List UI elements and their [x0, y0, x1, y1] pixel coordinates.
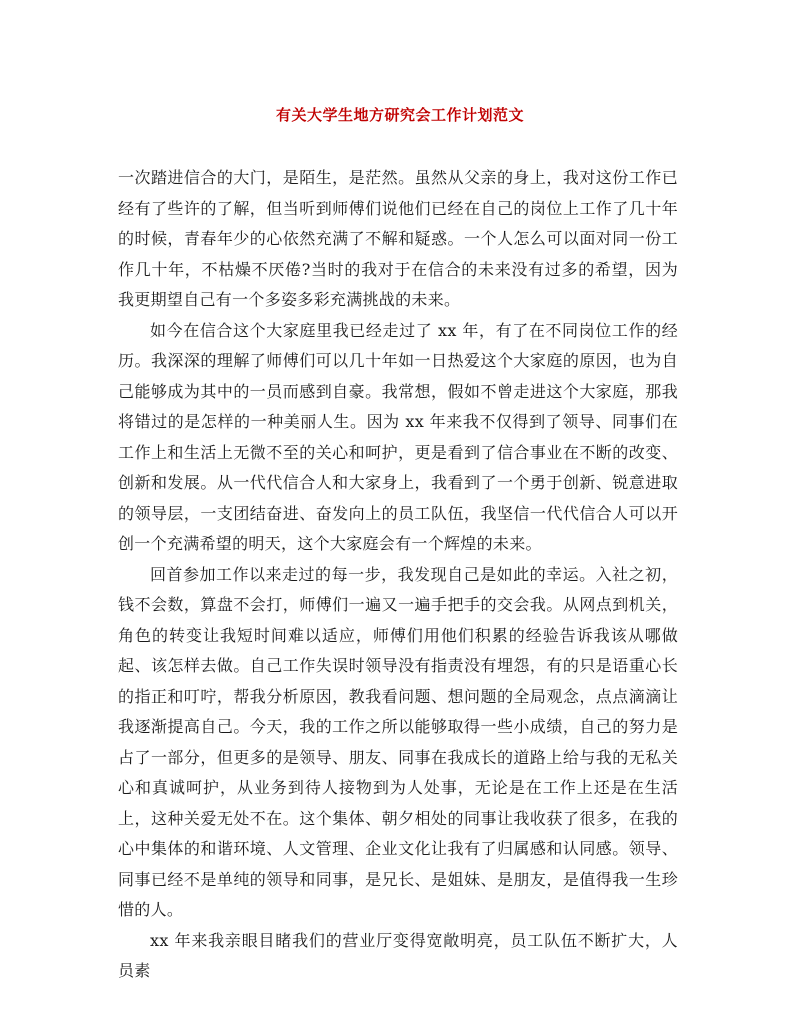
document-title: 有关大学生地方研究会工作计划范文	[275, 106, 524, 124]
paragraph-2: 如今在信合这个大家庭里我已经走过了 xx 年，有了在不同岗位工作的经历。我深深的理解了师傅们可以几十年如一日热爱这个大家庭的原因，也为自己能够成为其中的一员而感到自豪。我常想，假如不曾走进这个大家庭，那我将错过的是怎样的一种美丽人生。因为 xx 年来我不仅得到了领导、同事们在工作上和生活上无微不至的关心和呵护，更是看到了信合事业在不断的改变、创新和发展。从一代代信合人和大家身上，我看到了一个勇于创新、锐意进取的领导层，一支团结奋进、奋发向上的员工队伍，我坚信一代代信合人可以开创一个充满希望的明天，这个大家庭会有一个辉煌的未来。	[118, 320, 678, 553]
document-body	[118, 163, 678, 987]
paragraph-4: xx 年来我亲眼目睹我们的营业厅变得宽敞明亮，员工队伍不断扩大，人员素	[118, 930, 678, 980]
paragraph-3: 回首参加工作以来走过的每一步，我发现自己是如此的幸运。入社之初，钱不会数，算盘不会打，师傅们一遍又一遍手把手的交会我。从网点到机关，角色的转变让我短时间难以适应，师傅们用他们积累的经验告诉我该从哪做起、该怎样去做。自己工作失误时领导没有指责没有埋怨，有的只是语重心长的指正和叮咛，帮我分析原因，教我看问题、想问题的全局观念，点点滴滴让我逐渐提高自己。今天，我的工作之所以能够取得一些小成绩，自己的努力是占了一部分，但更多的是领导、朋友、同事在我成长的道路上给与我的无私关心和真诚呵护，从业务到待人接物到为人处事，无论是在工作上还是在生活上，这种关爱无处不在。这个集体、朝夕相处的同事让我收获了很多，在我的心中集体的和谐环境、人文管理、企业文化让我有了归属感和认同感。领导、同事已经不是单纯的领导和同事，是兄长、是姐妹、是朋友，是值得我一生珍惜的人。	[118, 564, 678, 919]
paragraph-1: 一次踏进信合的大门，是陌生，是茫然。虽然从父亲的身上，我对这份工作已经有了些许的了解，但当听到师傅们说他们已经在自己的岗位上工作了几十年的时候，青春年少的心依然充满了不解和疑惑。一个人怎么可以面对同一份工作几十年，不枯燥不厌倦?当时的我对于在信合的未来没有过多的希望，因为我更期望自己有一个多姿多彩充满挑战的未来。	[118, 168, 678, 309]
